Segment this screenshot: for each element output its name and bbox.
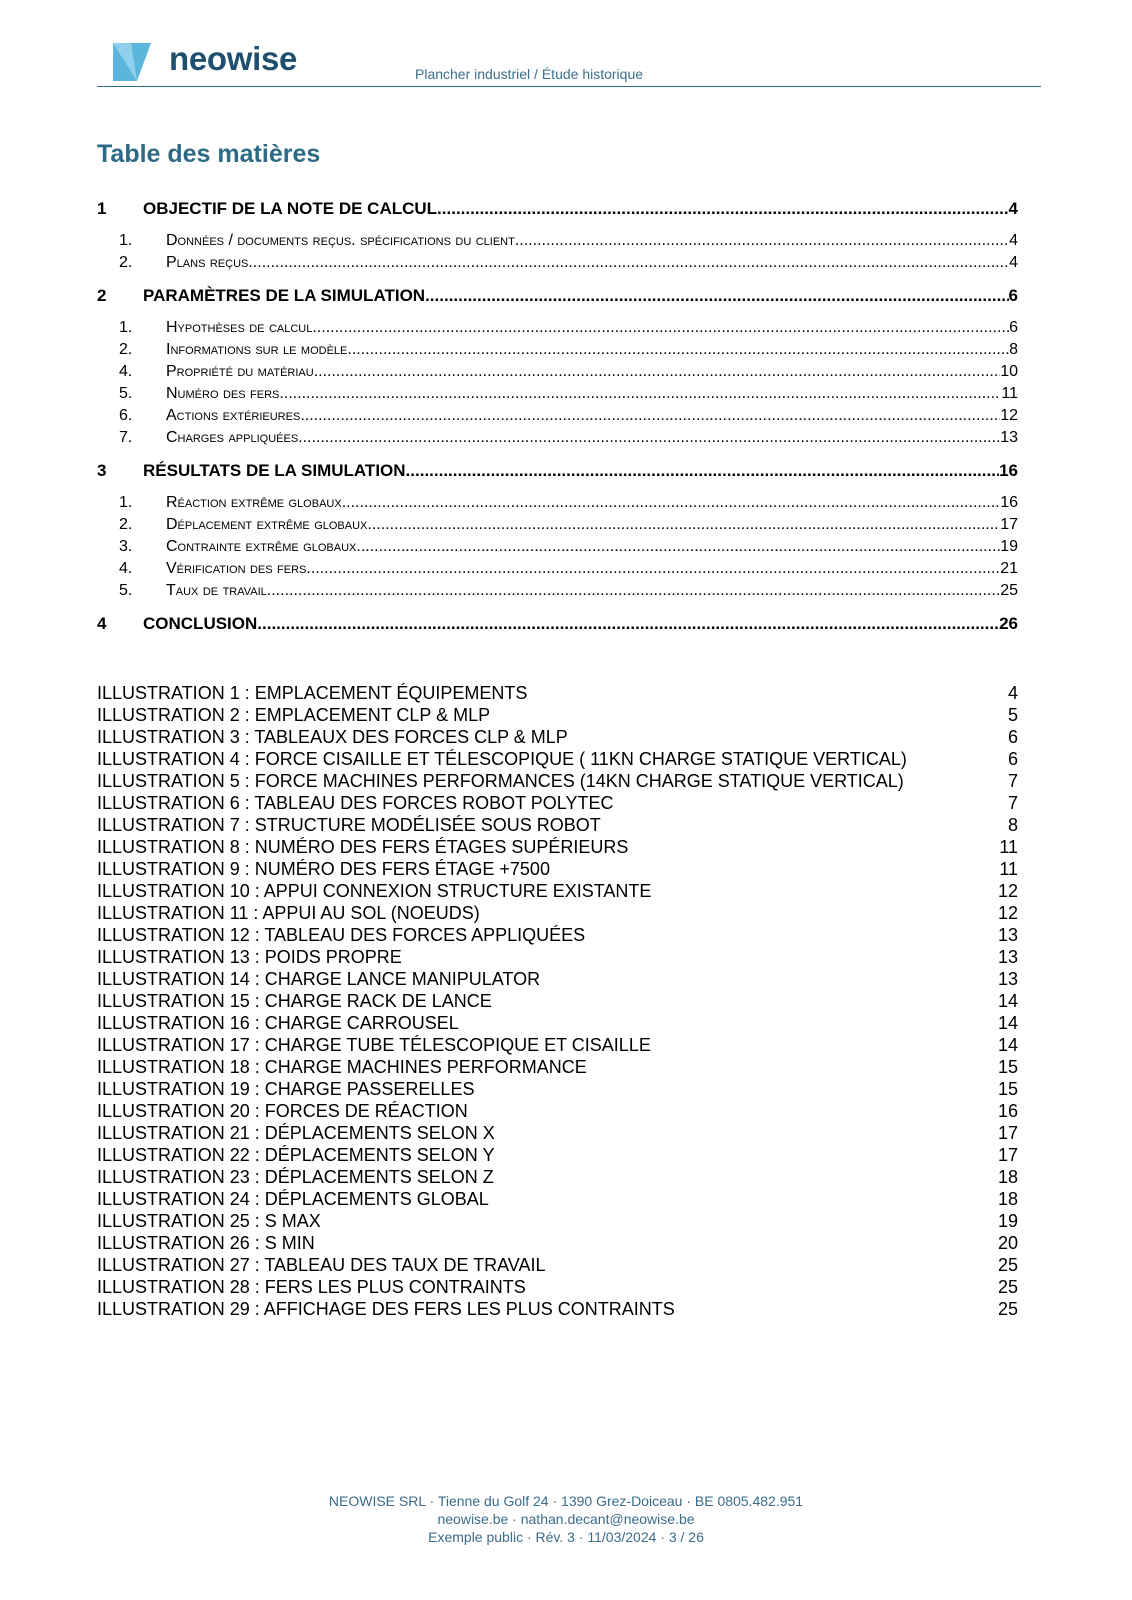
page-header xyxy=(97,38,1041,87)
illustration-row[interactable] xyxy=(97,1188,1018,1210)
toc-section-number: 2 xyxy=(97,286,107,305)
illustration-label: ILLUSTRATION 28 : FERS LES PLUS CONTRAINTS xyxy=(97,1277,526,1297)
toc-subsection-row[interactable] xyxy=(97,427,1018,449)
toc-subsection-number: 5. xyxy=(119,582,133,599)
toc-subsection-page: 6 xyxy=(1009,319,1018,336)
toc-subsection-title: Propriété du matériau xyxy=(166,363,314,380)
illustration-page: 25 xyxy=(997,1299,1018,1319)
illustration-row[interactable] xyxy=(97,880,1018,902)
illustration-row[interactable] xyxy=(97,1122,1018,1144)
illustration-label: ILLUSTRATION 15 : CHARGE RACK DE LANCE xyxy=(97,991,492,1011)
toc-section-title: RÉSULTATS DE LA SIMULATION xyxy=(143,461,406,480)
toc-leader-dots xyxy=(300,405,1000,427)
toc-section-title: OBJECTIF DE LA NOTE DE CALCUL xyxy=(143,199,438,218)
toc-subsection-page: 21 xyxy=(1000,560,1018,577)
toc-leader-dots xyxy=(425,285,1008,307)
illustration-label: ILLUSTRATION 20 : FORCES DE RÉACTION xyxy=(97,1101,468,1121)
toc-subsection-list xyxy=(97,492,1018,602)
toc-subsection-page: 16 xyxy=(1000,494,1018,511)
illustration-label: ILLUSTRATION 7 : STRUCTURE MODÉLISÉE SOUS ROBOT xyxy=(97,815,601,835)
illustration-label: ILLUSTRATION 11 : APPUI AU SOL (NOEUDS) xyxy=(97,903,480,923)
illustration-row[interactable] xyxy=(97,1056,1018,1078)
table-of-contents xyxy=(97,198,1018,635)
illustration-row[interactable] xyxy=(97,1012,1018,1034)
illustration-label: ILLUSTRATION 25 : S MAX xyxy=(97,1211,321,1231)
toc-leader-dots xyxy=(356,536,1000,558)
toc-subsection-number-wrap xyxy=(97,339,166,361)
illustration-page: 7 xyxy=(1007,793,1018,813)
toc-subsection-row[interactable] xyxy=(97,361,1018,383)
illustration-row[interactable] xyxy=(97,1166,1018,1188)
toc-subsection-page: 13 xyxy=(1000,429,1018,446)
illustration-row[interactable] xyxy=(97,1078,1018,1100)
toc-subsection-number-wrap xyxy=(97,536,166,558)
illustration-row[interactable] xyxy=(97,748,1018,770)
illustration-row[interactable] xyxy=(97,1298,1018,1320)
toc-leader-dots xyxy=(312,317,1009,339)
illustration-page: 25 xyxy=(997,1255,1018,1275)
illustration-row[interactable] xyxy=(97,792,1018,814)
illustration-page: 18 xyxy=(997,1189,1018,1209)
illustration-label: ILLUSTRATION 27 : TABLEAU DES TAUX DE TRAVAIL xyxy=(97,1255,546,1275)
toc-subsection-number-wrap xyxy=(97,492,166,514)
illustration-page: 12 xyxy=(997,903,1018,923)
toc-section-number: 4 xyxy=(97,614,107,633)
illustration-page: 11 xyxy=(999,859,1018,879)
illustration-label: ILLUSTRATION 19 : CHARGE PASSERELLES xyxy=(97,1079,475,1099)
illustration-page: 19 xyxy=(997,1211,1018,1231)
illustration-label: ILLUSTRATION 16 : CHARGE CARROUSEL xyxy=(97,1013,459,1033)
illustrations-list xyxy=(97,682,1018,1320)
illustration-label: ILLUSTRATION 29 : AFFICHAGE DES FERS LES PLUS CONTRAINTS xyxy=(97,1299,675,1319)
illustration-page: 4 xyxy=(1007,683,1018,703)
illustration-page: 6 xyxy=(1007,727,1018,747)
illustration-row[interactable] xyxy=(97,726,1018,748)
toc-subsection-page: 4 xyxy=(1009,232,1018,249)
illustration-label: ILLUSTRATION 23 : DÉPLACEMENTS SELON Z xyxy=(97,1167,494,1187)
toc-subsection-number: 7. xyxy=(119,429,133,446)
illustration-label: ILLUSTRATION 13 : POIDS PROPRE xyxy=(97,947,402,967)
toc-subsection-title: Informations sur le modèle xyxy=(166,341,348,358)
toc-subsection-number: 4. xyxy=(119,363,133,380)
footer-company-line: NEOWISE SRL · Tienne du Golf 24 · 1390 Grez-Doiceau · BE 0805.482.951 xyxy=(328,1493,804,1509)
toc-subsection-number-wrap xyxy=(97,427,166,449)
illustration-label: ILLUSTRATION 24 : DÉPLACEMENTS GLOBAL xyxy=(97,1189,489,1209)
toc-section-page: 26 xyxy=(999,614,1018,633)
illustration-label: ILLUSTRATION 18 : CHARGE MACHINES PERFORMANCE xyxy=(97,1057,587,1077)
toc-leader-dots xyxy=(367,514,1000,536)
toc-leader-dots xyxy=(279,383,1001,405)
toc-subsection-row[interactable] xyxy=(97,492,1018,514)
toc-subsection-number-wrap xyxy=(97,317,166,339)
illustration-row[interactable] xyxy=(97,858,1018,880)
illustration-page: 11 xyxy=(999,837,1018,857)
neowise-logo-icon xyxy=(113,43,153,83)
toc-subsection-page: 19 xyxy=(1000,538,1018,555)
toc-subsection-title: Charges appliquées xyxy=(166,429,299,446)
toc-subsection-title: Réaction extrême globaux xyxy=(166,494,342,511)
toc-subsection-title: Déplacement extrême globaux xyxy=(166,516,368,533)
toc-subsection-list xyxy=(97,230,1018,274)
illustration-label: ILLUSTRATION 26 : S MIN xyxy=(97,1233,315,1253)
toc-subsection-row[interactable] xyxy=(97,536,1018,558)
illustration-label: ILLUSTRATION 21 : DÉPLACEMENTS SELON X xyxy=(97,1123,495,1143)
illustration-label: ILLUSTRATION 8 : NUMÉRO DES FERS ÉTAGES SUPÉRIEURS xyxy=(97,837,629,857)
toc-section-page: 4 xyxy=(1008,199,1018,218)
toc-leader-dots xyxy=(306,558,1000,580)
illustration-row[interactable] xyxy=(97,682,1018,704)
page-footer xyxy=(0,1492,1132,1546)
illustration-label: ILLUSTRATION 10 : APPUI CONNEXION STRUCTURE EXISTANTE xyxy=(97,881,652,901)
toc-subsection-title: Numéro des fers xyxy=(166,385,280,402)
toc-section-number: 3 xyxy=(97,461,107,480)
toc-leader-dots xyxy=(314,361,1001,383)
illustration-row[interactable] xyxy=(97,946,1018,968)
illustration-label: ILLUSTRATION 4 : FORCE CISAILLE ET TÉLESCOPIQUE ( 11KN CHARGE STATIQUE VERTICAL) xyxy=(97,749,907,769)
illustration-page: 13 xyxy=(997,969,1018,989)
illustration-row[interactable] xyxy=(97,902,1018,924)
illustration-page: 5 xyxy=(1007,705,1018,725)
footer-contact-line: neowise.be · nathan.decant@neowise.be xyxy=(437,1511,695,1527)
toc-section-page: 6 xyxy=(1008,286,1018,305)
toc-subsection-number: 2. xyxy=(119,254,133,271)
toc-subsection-page: 11 xyxy=(1001,385,1018,402)
toc-subsection-row[interactable] xyxy=(97,383,1018,405)
illustration-page: 15 xyxy=(997,1057,1018,1077)
illustration-label: ILLUSTRATION 2 : EMPLACEMENT CLP & MLP xyxy=(97,705,491,725)
toc-subsection-row[interactable] xyxy=(97,317,1018,339)
toc-leader-dots xyxy=(298,427,1000,449)
illustration-page: 17 xyxy=(997,1123,1018,1143)
toc-leader-dots xyxy=(437,198,1008,220)
toc-subsection-title: Taux de travail xyxy=(166,582,267,599)
toc-subsection-number-wrap xyxy=(97,361,166,383)
illustration-row[interactable] xyxy=(97,1144,1018,1166)
toc-title: Table des matières xyxy=(97,140,321,168)
illustration-page: 16 xyxy=(997,1101,1018,1121)
toc-section-row[interactable] xyxy=(97,613,1018,635)
illustration-label: ILLUSTRATION 12 : TABLEAU DES FORCES APPLIQUÉES xyxy=(97,925,586,945)
toc-subsection-number-wrap xyxy=(97,514,166,536)
illustration-label: ILLUSTRATION 22 : DÉPLACEMENTS SELON Y xyxy=(97,1145,495,1165)
toc-subsection-row[interactable] xyxy=(97,405,1018,427)
illustration-page: 6 xyxy=(1007,749,1018,769)
toc-leader-dots xyxy=(248,252,1009,274)
toc-subsection-number: 1. xyxy=(119,232,133,249)
illustration-page: 18 xyxy=(997,1167,1018,1187)
illustration-page: 25 xyxy=(997,1277,1018,1297)
illustration-row[interactable] xyxy=(97,1100,1018,1122)
illustration-label: ILLUSTRATION 3 : TABLEAUX DES FORCES CLP & MLP xyxy=(97,727,568,747)
toc-subsection-number: 5. xyxy=(119,385,133,402)
toc-subsection-title: Hypothèses de calcul xyxy=(166,319,313,336)
illustration-row[interactable] xyxy=(97,704,1018,726)
toc-subsection-number: 6. xyxy=(119,407,133,424)
toc-section-page: 16 xyxy=(999,461,1018,480)
illustration-page: 13 xyxy=(997,925,1018,945)
toc-section-row[interactable] xyxy=(97,285,1018,307)
illustration-row[interactable] xyxy=(97,1254,1018,1276)
toc-leader-dots xyxy=(267,580,1000,602)
toc-leader-dots xyxy=(347,339,1009,361)
toc-subsection-number: 2. xyxy=(119,341,133,358)
toc-subsection-number: 1. xyxy=(119,319,133,336)
illustration-row[interactable] xyxy=(97,968,1018,990)
toc-subsection-title: Vérification des fers xyxy=(166,560,307,577)
toc-subsection-number-wrap xyxy=(97,405,166,427)
toc-subsection-row[interactable] xyxy=(97,580,1018,602)
illustration-row[interactable] xyxy=(97,1034,1018,1056)
toc-section-title: PARAMÈTRES DE LA SIMULATION xyxy=(143,286,426,305)
footer-revision-line: Exemple public · Rév. 3 · 11/03/2024 · 3 / 26 xyxy=(428,1529,704,1545)
illustration-row[interactable] xyxy=(97,1276,1018,1298)
illustration-row[interactable] xyxy=(97,924,1018,946)
toc-subsection-row[interactable] xyxy=(97,252,1018,274)
illustration-row[interactable] xyxy=(97,1232,1018,1254)
illustration-page: 15 xyxy=(997,1079,1018,1099)
toc-subsection-number: 3. xyxy=(119,538,133,555)
illustration-page: 14 xyxy=(997,1013,1018,1033)
toc-subsection-number: 4. xyxy=(119,560,133,577)
illustration-page: 14 xyxy=(997,1035,1018,1055)
toc-subsection-row[interactable] xyxy=(97,514,1018,536)
toc-subsection-page: 17 xyxy=(1000,516,1018,533)
toc-subsection-title: Contrainte extrême globaux xyxy=(166,538,357,555)
toc-section-row[interactable] xyxy=(97,460,1018,482)
illustration-page: 13 xyxy=(997,947,1018,967)
toc-subsection-page: 12 xyxy=(1000,407,1018,424)
toc-subsection-number-wrap xyxy=(97,230,166,252)
illustration-page: 7 xyxy=(1007,771,1018,791)
illustration-label: ILLUSTRATION 9 : NUMÉRO DES FERS ÉTAGE +7500 xyxy=(97,859,550,879)
illustration-page: 8 xyxy=(1007,815,1018,835)
toc-subsection-number: 1. xyxy=(119,494,133,511)
toc-subsection-page: 25 xyxy=(1000,582,1018,599)
toc-subsection-number: 2. xyxy=(119,516,133,533)
toc-subsection-row[interactable] xyxy=(97,339,1018,361)
toc-subsection-row[interactable] xyxy=(97,558,1018,580)
toc-leader-dots xyxy=(257,613,999,635)
illustration-label: ILLUSTRATION 6 : TABLEAU DES FORCES ROBOT POLYTEC xyxy=(97,793,614,813)
toc-section-number: 1 xyxy=(97,199,107,218)
illustration-page: 17 xyxy=(997,1145,1018,1165)
illustration-page: 12 xyxy=(997,881,1018,901)
toc-leader-dots xyxy=(406,460,1000,482)
toc-subsection-title: Données / documents reçus. spécifications du client xyxy=(166,232,515,249)
illustration-row[interactable] xyxy=(97,1210,1018,1232)
toc-leader-dots xyxy=(342,492,1001,514)
illustration-label: ILLUSTRATION 1 : EMPLACEMENT ÉQUIPEMENTS xyxy=(97,683,528,703)
illustration-label: ILLUSTRATION 5 : FORCE MACHINES PERFORMANCES (14KN CHARGE STATIQUE VERTICAL) xyxy=(97,771,904,791)
illustration-label: ILLUSTRATION 14 : CHARGE LANCE MANIPULATOR xyxy=(97,969,541,989)
illustration-row[interactable] xyxy=(97,990,1018,1012)
toc-section-title: CONCLUSION xyxy=(143,614,258,633)
toc-subsection-title: Actions extérieures xyxy=(166,407,301,424)
toc-subsection-page: 10 xyxy=(1000,363,1018,380)
toc-subsection-number-wrap xyxy=(97,383,166,405)
toc-leader-dots xyxy=(515,230,1009,252)
toc-subsection-page: 4 xyxy=(1009,254,1018,271)
toc-subsection-page: 8 xyxy=(1009,341,1018,358)
toc-subsection-number-wrap xyxy=(97,580,166,602)
toc-subsection-title: Plans reçus xyxy=(166,254,249,271)
toc-section-row[interactable] xyxy=(97,198,1018,220)
illustration-row[interactable] xyxy=(97,836,1018,858)
toc-subsection-number-wrap xyxy=(97,252,166,274)
toc-subsection-number-wrap xyxy=(97,558,166,580)
illustration-row[interactable] xyxy=(97,814,1018,836)
header-subtitle: Plancher industriel / Étude historique xyxy=(415,66,644,82)
toc-subsection-list xyxy=(97,317,1018,449)
illustration-page: 14 xyxy=(997,991,1018,1011)
illustration-row[interactable] xyxy=(97,770,1018,792)
illustration-label: ILLUSTRATION 17 : CHARGE TUBE TÉLESCOPIQUE ET CISAILLE xyxy=(97,1035,651,1055)
illustration-page: 20 xyxy=(997,1233,1018,1253)
logo-text: neowise xyxy=(169,40,298,77)
toc-subsection-row[interactable] xyxy=(97,230,1018,252)
